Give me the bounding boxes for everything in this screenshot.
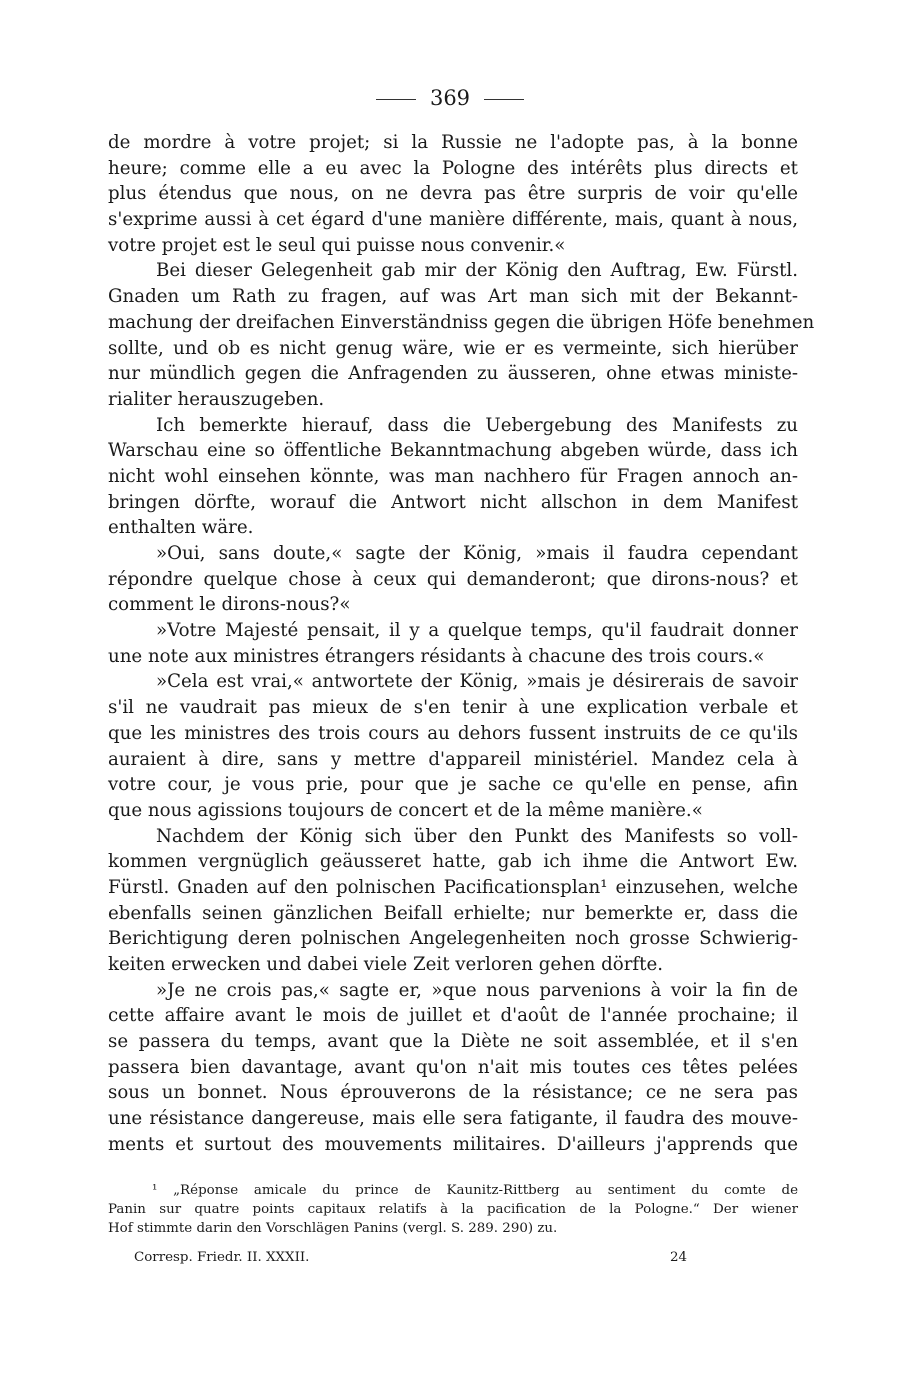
text-line: comment le dirons-nous?« [108, 594, 351, 616]
text-line: une note aux ministres étrangers résidants à chacune des trois cours.« [108, 645, 765, 667]
source-signature: Corresp. Friedr. II. XXXII. [134, 1250, 310, 1265]
text-line: nicht wohl einsehen könnte, was man nachhero für Fragen annoch an- [108, 465, 798, 487]
text-line: que nous agissions toujours de concert et de la même manière.« [108, 799, 703, 821]
page-header [0, 86, 900, 110]
text-line: auraient à dire, sans y mettre d'appareil ministériel. Mandez cela à [108, 748, 798, 770]
text-line: »Oui, sans doute,« sagte der König, »mais il faudra cependant [156, 543, 798, 564]
text-line: ments et surtout des mouvements militaires. D'ailleurs j'apprends que [108, 1133, 798, 1155]
text-line: plus étendus que nous, on ne devra pas être surpris de voir qu'elle [108, 183, 798, 205]
text-line: Warschau eine so öffentliche Bekanntmachung abgeben würde, dass ich [108, 440, 798, 462]
header-rule-left [376, 99, 416, 100]
text-line: kommen vergnüglich geäusseret hatte, gab ich ihme die Antwort Ew. [108, 851, 798, 873]
text-line: Gnaden um Rath zu fragen, auf was Art man sich mit der Bekannt- [108, 286, 798, 308]
text-line: votre cour, je vous prie, pour que je sache ce qu'elle en pense, afin [108, 774, 798, 796]
text-line: keiten erwecken und dabei viele Zeit verloren gehen dörfte. [108, 954, 663, 975]
footnote-line: Panin sur quatre points capitaux relatifs à la pacification de la Pologne.“ Der wiener [108, 1202, 798, 1217]
text-line: heure; comme elle a eu avec la Pologne des intérêts plus directs et [108, 157, 798, 179]
text-line: enthalten wäre. [108, 517, 254, 539]
text-line: de mordre à votre projet; si la Russie ne l'adopte pas, à la bonne [108, 132, 798, 153]
text-line: répondre quelque chose à ceux qui demanderont; que dirons-nous? et [108, 568, 798, 590]
text-line: »Votre Majesté pensait, il y a quelque temps, qu'il faudrait donner [156, 620, 798, 642]
text-line: s'il ne vaudrait pas mieux de s'en tenir à une explication verbale et [108, 697, 798, 719]
text-line: nur mündlich gegen die Anfragenden zu äusseren, ohne etwas ministe- [108, 363, 798, 385]
footnote [108, 1181, 798, 1238]
text-line: sollte, und ob es nicht genug wäre, wie er es vermeinte, sich hierüber [108, 337, 798, 359]
text-line: bringen dörfte, worauf die Antwort nicht allschon in dem Manifest [108, 491, 798, 513]
text-line: votre projet est le seul qui puisse nous convenir.« [108, 234, 566, 256]
text-line: sous un bonnet. Nous éprouverons de la résistance; ce ne sera pas [108, 1082, 798, 1104]
sheet-number: 24 [670, 1250, 688, 1265]
text-line: »Cela est vrai,« antwortete der König, »mais je désirerais de savoir [156, 671, 798, 693]
footnote-line: ¹ „Réponse amicale du prince de Kaunitz-Rittberg au sentiment du comte de [152, 1183, 798, 1198]
text-line: Fürstl. Gnaden auf den polnischen Pacificationsplan¹ einzusehen, welche [108, 876, 798, 898]
text-line: machung der dreifachen Einverständniss gegen die übrigen Höfe benehmen [108, 311, 815, 333]
text-line: Nachdem der König sich über den Punkt des Manifests so voll- [156, 825, 798, 847]
text-line: Berichtigung deren polnischen Angelegenheiten noch grosse Schwierig- [108, 928, 798, 950]
footnote-line: Hof stimmte darin den Vorschlägen Panins (vergl. S. 289. 290) zu. [108, 1221, 558, 1236]
text-line: passera bien davantage, avant qu'on n'ait mis toutes ces têtes pelées [108, 1056, 798, 1078]
text-line: Ich bemerkte hierauf, dass die Uebergebung des Manifests zu [156, 414, 798, 436]
text-line: Bei dieser Gelegenheit gab mir der König den Auftrag, Ew. Fürstl. [156, 260, 798, 282]
text-line: se passera du temps, avant que la Diète ne soit assemblée, et il s'en [108, 1031, 798, 1053]
text-line: »Je ne crois pas,« sagte er, »que nous parvenions à voir la fin de [156, 979, 798, 1001]
text-line: une résistance dangereuse, mais elle sera fatigante, il faudra des mouve- [108, 1108, 798, 1130]
text-line: rialiter herauszugeben. [108, 388, 325, 410]
text-line: s'exprime aussi à cet égard d'une manière différente, mais, quant à nous, [108, 209, 798, 231]
text-line: cette affaire avant le mois de juillet et d'août de l'année prochaine; il [108, 1005, 798, 1027]
body-text [108, 130, 815, 1158]
header-rule-right [484, 99, 524, 100]
page-number: 369 [429, 86, 471, 110]
text-line: que les ministres des trois cours au dehors fussent instruits de ce qu'ils [108, 722, 798, 744]
text-line: ebenfalls seinen gänzlichen Beifall erhielte; nur bemerkte er, dass die [108, 902, 798, 924]
